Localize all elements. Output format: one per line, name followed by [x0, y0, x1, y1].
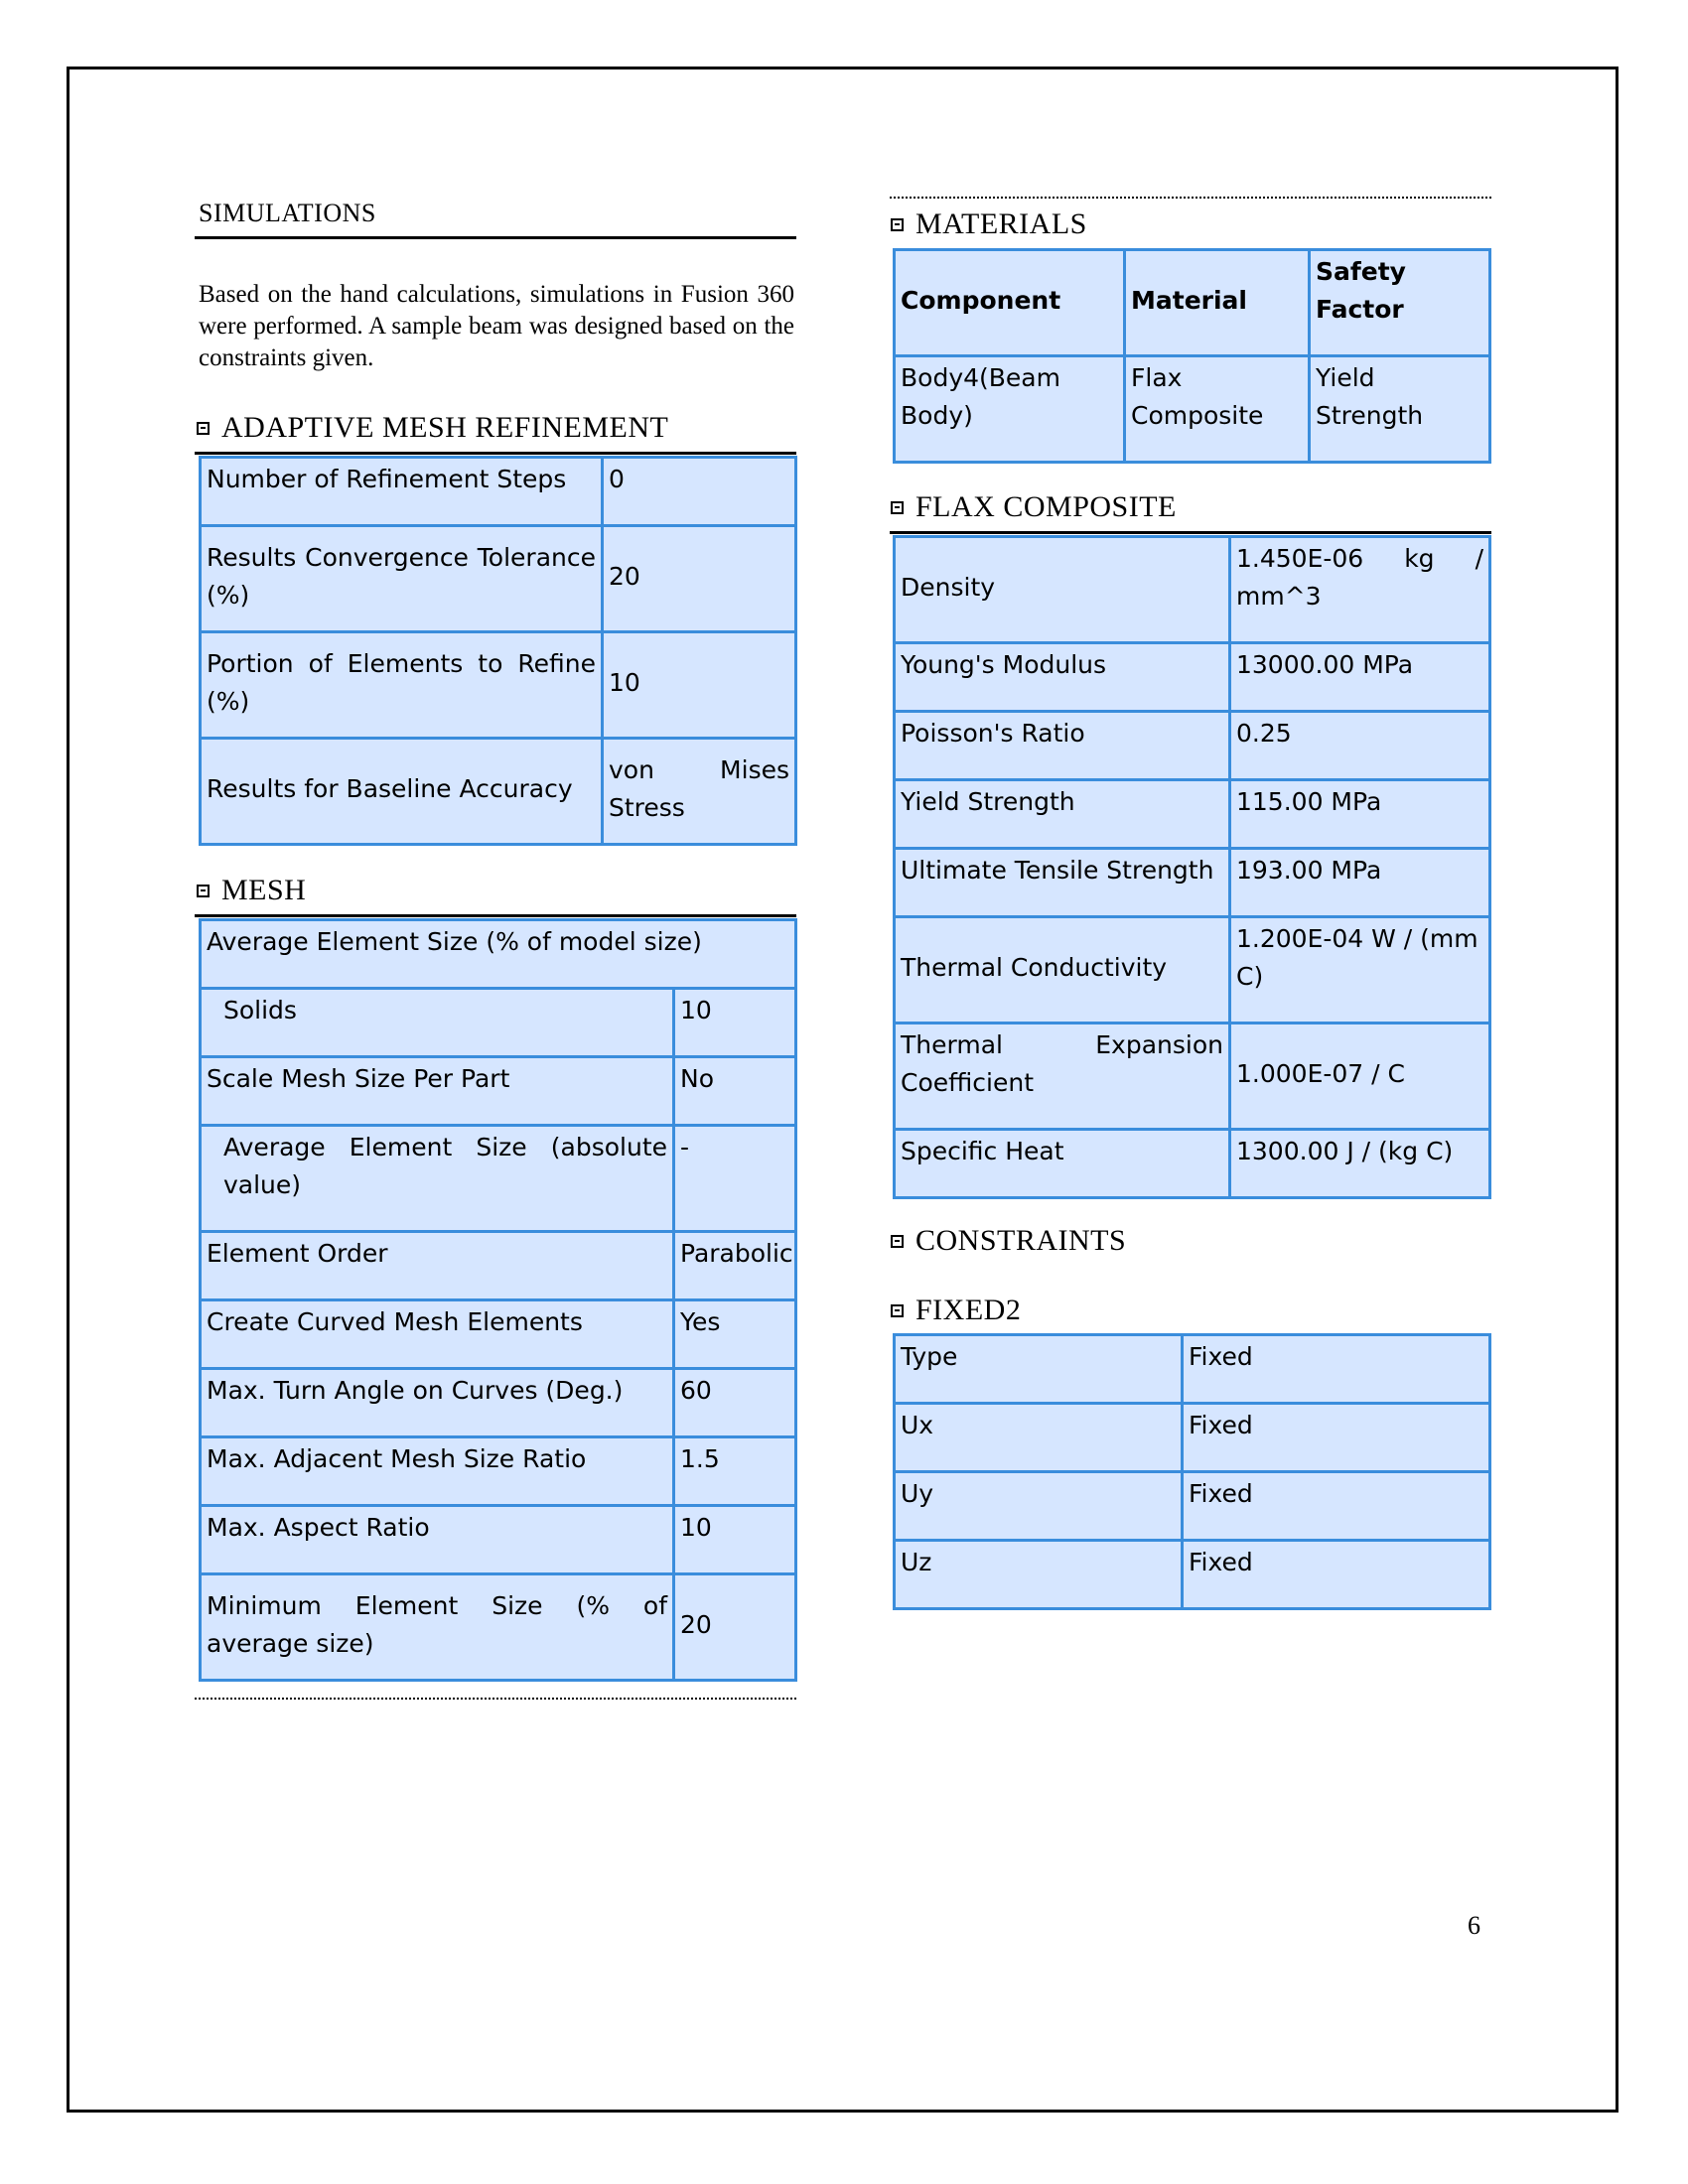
table-cell-value: No — [674, 1057, 796, 1126]
table-cell-value: 0 — [603, 458, 796, 526]
adaptive-mesh-heading[interactable] — [197, 411, 668, 445]
table-row — [201, 1437, 796, 1506]
table-cell-value: 10 — [674, 1506, 796, 1574]
table-cell-label: Poisson's Ratio — [895, 712, 1230, 780]
table-row — [895, 356, 1490, 463]
simulations-rule — [195, 236, 796, 239]
table-cell-value: Fixed — [1183, 1472, 1490, 1541]
materials-table — [893, 248, 1491, 464]
table-cell-label: Minimum Element Size (% of average size) — [201, 1574, 674, 1681]
materials-title: MATERIALS — [915, 207, 1087, 240]
table-cell-label: Yield Strength — [895, 780, 1230, 849]
table-cell-value: 1.5 — [674, 1437, 796, 1506]
table-row — [201, 1506, 796, 1574]
mesh-rule — [195, 914, 796, 917]
table-cell-value: 10 — [603, 632, 796, 739]
collapse-icon[interactable] — [197, 422, 210, 435]
table-cell-value: 60 — [674, 1369, 796, 1437]
table-cell-label: Uy — [895, 1472, 1183, 1541]
table-cell-label: Young's Modulus — [895, 643, 1230, 712]
table-row — [201, 920, 796, 989]
table-cell-value: 193.00 MPa — [1230, 849, 1490, 917]
table-cell-label: Average Element Size (absolute value) — [201, 1126, 674, 1232]
table-cell-value: 1.450E-06 kg / mm^3 — [1230, 537, 1490, 643]
collapse-icon[interactable] — [891, 218, 904, 231]
table-cell-value: 13000.00 MPa — [1230, 643, 1490, 712]
table-cell: Yield Strength — [1310, 356, 1490, 463]
table-row — [895, 1472, 1490, 1541]
table-cell-label: Max. Turn Angle on Curves (Deg.) — [201, 1369, 674, 1437]
column-header: Component — [895, 250, 1125, 356]
table-cell-label: Results for Baseline Accuracy — [201, 739, 603, 845]
table-cell-label: Max. Aspect Ratio — [201, 1506, 674, 1574]
table-cell-value: Yes — [674, 1300, 796, 1369]
table-cell-value: 115.00 MPa — [1230, 780, 1490, 849]
flax-composite-heading[interactable] — [891, 490, 1177, 524]
table-cell-label: Ultimate Tensile Strength — [895, 849, 1230, 917]
table-cell-label: Create Curved Mesh Elements — [201, 1300, 674, 1369]
table-row — [895, 643, 1490, 712]
materials-heading[interactable] — [891, 207, 1087, 241]
table-cell: Flax Composite — [1125, 356, 1310, 463]
table-cell-label: Max. Adjacent Mesh Size Ratio — [201, 1437, 674, 1506]
section-end-rule — [195, 1698, 796, 1700]
column-header: Safety Factor — [1310, 250, 1490, 356]
fixed2-heading[interactable] — [891, 1294, 1021, 1327]
table-cell-label: Scale Mesh Size Per Part — [201, 1057, 674, 1126]
table-cell-label: Portion of Elements to Refine (%) — [201, 632, 603, 739]
collapse-icon[interactable] — [891, 1304, 904, 1317]
table-row — [895, 712, 1490, 780]
table-row — [201, 526, 796, 632]
table-row — [201, 739, 796, 845]
table-cell-label: Density — [895, 537, 1230, 643]
table-header-row — [895, 250, 1490, 356]
table-cell-value: 0.25 — [1230, 712, 1490, 780]
table-row — [895, 1404, 1490, 1472]
table-cell-value: Fixed — [1183, 1404, 1490, 1472]
flax-composite-table — [893, 535, 1491, 1199]
table-row — [201, 458, 796, 526]
table-cell-label: Element Order — [201, 1232, 674, 1300]
table-row — [895, 1541, 1490, 1609]
constraints-title: CONSTRAINTS — [915, 1224, 1127, 1257]
table-row — [201, 632, 796, 739]
table-row — [895, 537, 1490, 643]
table-cell-label: Number of Refinement Steps — [201, 458, 603, 526]
table-row — [895, 1130, 1490, 1198]
section-start-rule — [890, 197, 1491, 199]
adaptive-mesh-title: ADAPTIVE MESH REFINEMENT — [221, 411, 669, 444]
table-cell-value: 20 — [674, 1574, 796, 1681]
simulations-paragraph: Based on the hand calculations, simulations in Fusion 360 were performed. A sample beam was designed based on the constraints given. — [199, 281, 794, 371]
table-row — [895, 780, 1490, 849]
table-row — [895, 1335, 1490, 1404]
table-cell-label: Thermal Expansion Coefficient — [895, 1024, 1230, 1130]
collapse-icon[interactable] — [197, 885, 210, 897]
simulations-heading: SIMULATIONS — [199, 199, 376, 227]
flax-composite-rule — [890, 531, 1491, 534]
flax-composite-title: FLAX COMPOSITE — [915, 490, 1177, 523]
table-cell-label: Specific Heat — [895, 1130, 1230, 1198]
table-row — [895, 917, 1490, 1024]
table-cell-label: Ux — [895, 1404, 1183, 1472]
table-cell-value: von Mises Stress — [603, 739, 796, 845]
collapse-icon[interactable] — [891, 501, 904, 514]
table-cell-header: Average Element Size (% of model size) — [201, 920, 796, 989]
mesh-heading[interactable] — [197, 874, 306, 907]
table-cell-value: 10 — [674, 989, 796, 1057]
page-number: 6 — [1468, 1911, 1480, 1940]
table-cell-label: Solids — [201, 989, 674, 1057]
table-cell-value: 20 — [603, 526, 796, 632]
table-row — [201, 989, 796, 1057]
table-cell-label: Uz — [895, 1541, 1183, 1609]
adaptive-mesh-table — [199, 456, 797, 846]
table-row — [895, 849, 1490, 917]
table-row — [201, 1574, 796, 1681]
adaptive-mesh-rule — [195, 452, 796, 455]
table-cell-value: 1300.00 J / (kg C) — [1230, 1130, 1490, 1198]
table-cell-value: Fixed — [1183, 1541, 1490, 1609]
table-row — [201, 1300, 796, 1369]
collapse-icon[interactable] — [891, 1235, 904, 1248]
table-row — [201, 1057, 796, 1126]
fixed2-title: FIXED2 — [915, 1294, 1022, 1326]
table-cell-value: 1.000E-07 / C — [1230, 1024, 1490, 1130]
mesh-title: MESH — [221, 874, 307, 906]
mesh-table — [199, 918, 797, 1682]
table-row — [201, 1232, 796, 1300]
constraints-heading[interactable] — [891, 1224, 1126, 1258]
table-row — [201, 1126, 796, 1232]
column-header: Material — [1125, 250, 1310, 356]
fixed2-table — [893, 1333, 1491, 1610]
table-cell-label: Type — [895, 1335, 1183, 1404]
table-row — [201, 1369, 796, 1437]
table-row — [895, 1024, 1490, 1130]
table-cell: Body4(Beam Body) — [895, 356, 1125, 463]
table-cell-value: Fixed — [1183, 1335, 1490, 1404]
table-cell-label: Thermal Conductivity — [895, 917, 1230, 1024]
table-cell-value: Parabolic — [674, 1232, 796, 1300]
table-cell-label: Results Convergence Tolerance (%) — [201, 526, 603, 632]
table-cell-value: - — [674, 1126, 796, 1232]
table-cell-value: 1.200E-04 W / (mm C) — [1230, 917, 1490, 1024]
